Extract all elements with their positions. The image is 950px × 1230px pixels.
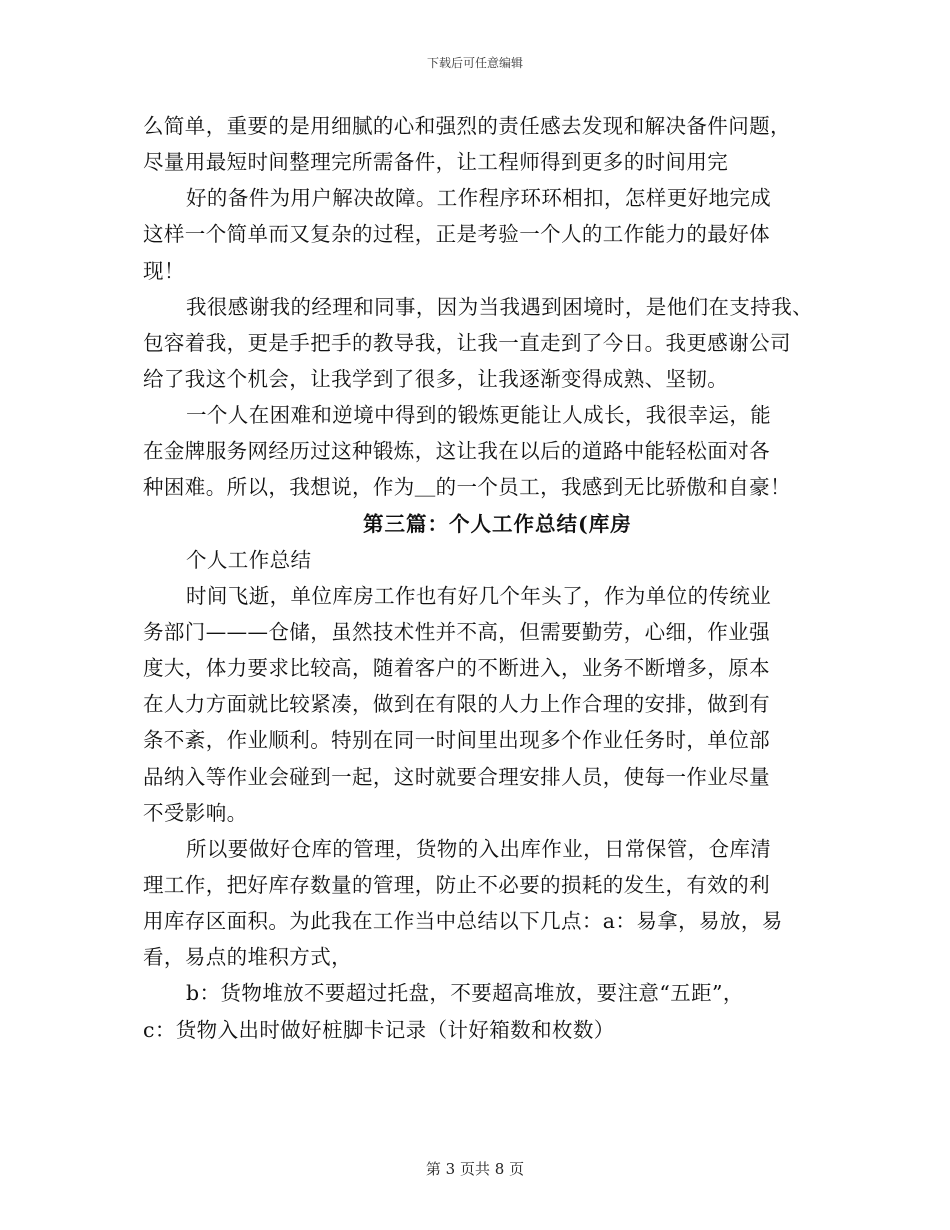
paragraph-line: 所以要做好仓库的管理，货物的入出库作业，日常保管，仓库清 <box>186 837 772 861</box>
page-header: 下载后可任意编辑 <box>426 56 523 70</box>
paragraph-line: 这样一个简单而又复杂的过程，正是考验一个人的工作能力的最好体 <box>143 222 770 246</box>
paragraph-line: 在金牌服务网经历过这种锻炼，这让我在以后的道路中能轻松面对各 <box>143 439 770 463</box>
paragraph-line: 看，易点的堆积方式， <box>143 945 352 969</box>
section-title: 第三篇：个人工作总结(库房 <box>363 512 632 536</box>
paragraph-line: 么简单，重要的是用细腻的心和强烈的责任感去发现和解决备件问题， <box>143 114 791 138</box>
subtitle-line: 个人工作总结 <box>186 548 312 572</box>
paragraph-line: 不受影响。 <box>143 801 248 825</box>
paragraph-line: 包容着我，更是手把手的教导我，让我一直走到了今日。我更感谢公司 <box>143 331 791 355</box>
page-footer: 第 3 页共 8 页 <box>425 1160 525 1178</box>
paragraph-line: 一个人在困难和逆境中得到的锻炼更能让人成长，我很幸运，能 <box>186 403 772 427</box>
paragraph-line: b：货物堆放不要超过托盘，不要超高堆放，要注意“五距”， <box>186 981 744 1005</box>
paragraph-line: c：货物入出时做好桩脚卡记录（计好箱数和枚数） <box>143 1018 615 1042</box>
paragraph-line: 时间飞逝，单位库房工作也有好几个年头了，作为单位的传统业 <box>186 584 772 608</box>
paragraph-line: 种困难。所以，我想说，作为＿的一个员工，我感到无比骄傲和自豪！ <box>143 475 791 499</box>
paragraph-line: 理工作，把好库存数量的管理，防止不必要的损耗的发生，有效的利 <box>143 873 770 897</box>
paragraph-line: 尽量用最短时间整理完所需备件，让工程师得到更多的时间用完 <box>143 150 729 174</box>
paragraph-line: 现！ <box>143 259 185 283</box>
paragraph-line: 用库存区面积。为此我在工作当中总结以下几点：a：易拿，易放，易 <box>143 909 783 933</box>
paragraph-line: 给了我这个机会，让我学到了很多，让我逐渐变得成熟、坚韧。 <box>143 367 729 391</box>
paragraph-line: 品纳入等作业会碰到一起，这时就要合理安排人员，使每一作业尽量 <box>143 765 770 789</box>
paragraph-line: 度大，体力要求比较高，随着客户的不断进入，业务不断增多，原本 <box>143 656 770 680</box>
paragraph-line: 务部门———仓储，虽然技术性并不高，但需要勤劳，心细，作业强 <box>143 620 770 644</box>
paragraph-line: 好的备件为用户解决故障。工作程序环环相扣，怎样更好地完成 <box>186 186 772 210</box>
paragraph-line: 在人力方面就比较紧凑，做到在有限的人力上作合理的安排，做到有 <box>143 692 770 716</box>
paragraph-line: 我很感谢我的经理和同事，因为当我遇到困境时，是他们在支持我、 <box>186 295 813 319</box>
paragraph-line: 条不紊，作业顺利。特别在同一时间里出现多个作业任务时，单位部 <box>143 728 770 752</box>
